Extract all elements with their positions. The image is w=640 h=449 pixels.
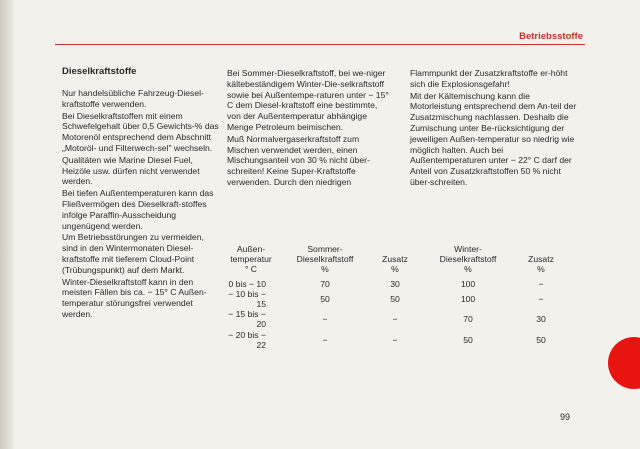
header-line: Dieselkraftstoff (296, 254, 354, 265)
paragraph: Bei Dieselkraftstoffen mit einem Schwefelgehalt über 0,5 Gewichts-% das Motorenöl entsprechend dem Abschnitt „Motoröl- und Filterwech-sel" wechseln. (62, 110, 219, 153)
header-line: Zusatz (382, 254, 408, 265)
fuel-mix-table (222, 244, 566, 350)
header-additive (516, 244, 566, 279)
page-edge (0, 0, 14, 449)
header-line: % (537, 264, 545, 275)
cell-value: 50 (320, 293, 330, 304)
section-heading: Dieselkraftstoffe (62, 66, 137, 77)
header-line: Winter- (454, 244, 482, 254)
header-outside-temperature (222, 244, 280, 279)
header-additive (370, 244, 420, 279)
cell-value: − (322, 334, 328, 345)
column-2 (227, 68, 389, 189)
cell-value: − (392, 314, 398, 325)
header-winter-diesel (420, 244, 516, 279)
cell-temperature: − 20 bis − 22 (228, 329, 266, 350)
paragraph: Nur handelsübliche Fahrzeug-Diesel-kraftstoffe verwenden. (62, 88, 204, 109)
cell-value: 30 (536, 314, 546, 325)
header-line: Sommer- (307, 244, 343, 254)
paragraph: Flammpunkt der Zusatzkraftstoffe er-höht sich die Explosionsgefahr! (410, 68, 568, 89)
paragraph: Muß Normalvergaserkraftstoff zum Mischen verwendet werden, einen Mischungsanteil von 30 % nicht über-schreiten! Keine Super-Kraftstoffe verwenden. Durch den niedrigen (227, 133, 370, 187)
cell-value: 70 (463, 314, 473, 325)
column-1 (62, 66, 220, 321)
cell-value: 50 (536, 334, 546, 345)
cell-temperature: 0 bis − 10 (228, 278, 266, 289)
cell-value: − (322, 314, 328, 325)
header-summer-diesel (280, 244, 370, 279)
paragraph: Bei Sommer-Dieselkraftstoff, bei we-niger kältebeständigem Winter-Die-selkraftstoff sowie bei Außentempe-raturen unter − 15° C dem Diesel-kraftstoff eine bestimmte, von der Außentemperatur abhängige Menge Petroleum beimischen. (227, 68, 389, 132)
header-line: ° C (244, 264, 258, 275)
paragraph: Bei tiefen Außentemperaturen kann das Fließvermögen des Dieselkraft-stoffes infolge Paraffin-Ausscheidung ungenügend werden. (62, 188, 214, 231)
table-row (222, 279, 566, 289)
cell-value: − (538, 278, 544, 289)
cell-value: 70 (320, 278, 330, 289)
section-title: Betriebsstoffe (519, 31, 583, 42)
paragraph: Mit der Kältemischung kann die Motorleistung entsprechend dem An-teil der Zusatzmischung nachlassen. Deshalb die Zumischung unter Be-rücksichtigung der jeweiligen Außen-temperatur so niedrig wie möglich halten. Auch bei Außentemperaturen unter − 22° C darf der Anteil von Zusatzkraftstoffen 50 % nicht über-schreiten. (410, 90, 577, 187)
cell-value: − (538, 293, 544, 304)
header-line: temperatur (230, 254, 272, 265)
header-line: % (391, 264, 399, 275)
table-row (222, 289, 566, 309)
page-number: 99 (560, 412, 571, 422)
paragraph: Qualitäten wie Marine Diesel Fuel, Heizöle usw. dürfen nicht verwendet werden. (62, 154, 200, 187)
cell-value: 50 (390, 293, 400, 304)
paragraph: Winter-Dieselkraftstoff kann in den meisten Fällen bis ca. − 15° C Außen-temperatur störungsfrei verwendet werden. (62, 276, 207, 319)
cell-value: − (392, 334, 398, 345)
header-line: % (321, 264, 329, 275)
header-rule (55, 44, 585, 45)
cell-value: 50 (463, 334, 473, 345)
header-line: Außen- (236, 244, 266, 254)
column-3 (410, 68, 580, 189)
thumb-index-tab (608, 337, 640, 389)
header-line: % (464, 264, 472, 275)
cell-value: 100 (460, 278, 476, 289)
header-line: Dieselkraftstoff (439, 254, 497, 265)
cell-temperature: − 10 bis − 15 (228, 288, 266, 310)
table-header-row (222, 244, 566, 279)
header-line: Zusatz (528, 254, 554, 265)
cell-value: 30 (390, 278, 400, 289)
cell-value: 100 (460, 293, 476, 304)
cell-temperature: − 15 bis − 20 (228, 309, 266, 330)
paragraph: Um Betriebsstörungen zu vermeiden, sind in den Wintermonaten Diesel-kraftstoffe mit tieferem Cloud-Point (Trübungspunkt) auf dem Markt. (62, 232, 204, 275)
table-row (222, 330, 566, 350)
table-row (222, 309, 566, 329)
